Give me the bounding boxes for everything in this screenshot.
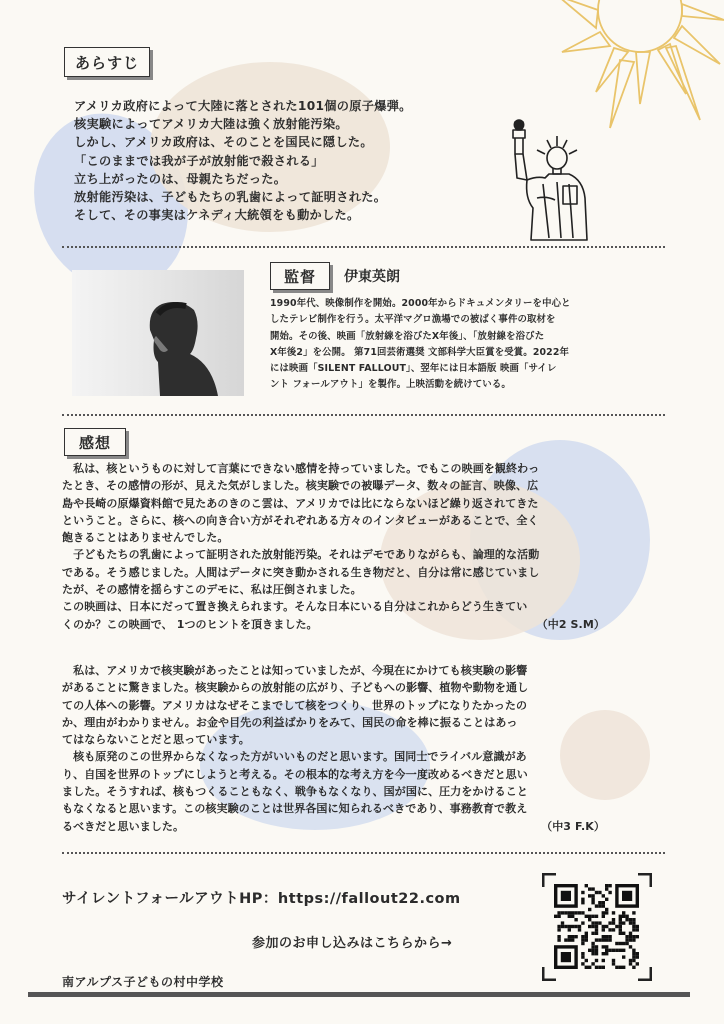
qr-module	[605, 908, 608, 911]
qr-module	[591, 898, 594, 901]
qr-module	[598, 891, 601, 894]
qr-module	[581, 935, 584, 938]
qr-module	[564, 925, 567, 928]
qr-module	[591, 921, 594, 924]
qr-module	[615, 966, 618, 969]
qr-module	[581, 891, 584, 894]
qr-module	[598, 966, 601, 969]
qr-module	[578, 925, 581, 928]
impression-line: この映画は、日本にだって置き換えられます。そんな日本にいる自分はこれからどう生きてい	[62, 600, 528, 614]
qr-module	[581, 901, 584, 904]
qr-module	[588, 915, 591, 918]
qr-module	[591, 945, 594, 948]
qr-module	[612, 959, 615, 962]
apply-link[interactable]: 参加のお申し込みはこちらから→	[252, 936, 453, 951]
qr-module	[588, 918, 591, 921]
qr-module	[585, 935, 588, 938]
impression-second	[62, 662, 665, 835]
qr-module	[636, 935, 639, 938]
qr-module	[598, 901, 601, 904]
qr-module	[574, 918, 577, 921]
qr-module	[625, 935, 628, 938]
qr-module	[608, 938, 611, 941]
qr-module	[629, 938, 632, 941]
qr-module	[619, 915, 622, 918]
impression-line: 核も原発のこの世界からなくなった方がいいものだと思います。国同士でライバル意識があ	[62, 750, 527, 764]
impressions-heading	[64, 428, 126, 456]
qr-module	[636, 955, 639, 958]
qr-module	[632, 918, 635, 921]
qr-module	[581, 952, 584, 955]
qr-module	[595, 904, 598, 907]
qr-module	[622, 915, 625, 918]
qr-module	[578, 911, 581, 914]
qr-module	[581, 942, 584, 945]
qr-module	[568, 938, 571, 941]
qr-module	[619, 949, 622, 952]
qr-module	[622, 966, 625, 969]
qr-module	[591, 887, 594, 890]
qr-module	[602, 904, 605, 907]
qr-module	[629, 935, 632, 938]
qr-module	[612, 918, 615, 921]
qr-module	[591, 952, 594, 955]
qr-module	[636, 925, 639, 928]
qr-module	[585, 884, 588, 887]
statue-of-liberty-icon	[503, 118, 595, 243]
qr-module	[632, 959, 635, 962]
divider	[62, 852, 665, 854]
qr-module	[585, 959, 588, 962]
qr-module	[574, 935, 577, 938]
impression-line: ました。そうすれば、核もつくることもなく、戦争もなくなり、国が国に、圧力をかけること	[62, 785, 528, 799]
qr-module	[568, 915, 571, 918]
qr-module	[602, 966, 605, 969]
qr-module	[595, 921, 598, 924]
qr-module	[619, 942, 622, 945]
qr-module	[585, 966, 588, 969]
qr-module	[591, 901, 594, 904]
qr-module	[629, 918, 632, 921]
qr-module	[595, 959, 598, 962]
sun-decoration-icon	[500, 0, 724, 135]
qr-module	[561, 952, 571, 962]
qr-module	[561, 891, 571, 901]
qr-module	[622, 942, 625, 945]
qr-module	[602, 915, 605, 918]
impression-line: 飽きることはありませんでした。	[62, 531, 229, 545]
qr-module	[598, 921, 601, 924]
director-heading	[270, 262, 330, 290]
bio-line: 開始。その後、映画「放射線を浴びたX年後」、「放射線を浴びた	[270, 330, 545, 342]
qr-module	[636, 952, 639, 955]
qr-module	[605, 911, 608, 914]
qr-module	[605, 935, 608, 938]
qr-module	[581, 938, 584, 941]
qr-module	[591, 925, 594, 928]
school-name: 南アルプス子どもの村中学校	[62, 975, 224, 989]
qr-module	[619, 932, 622, 935]
qr-module	[564, 938, 567, 941]
qr-module	[561, 925, 564, 928]
qr-module	[612, 962, 615, 965]
qr-module	[581, 911, 584, 914]
qr-module	[602, 901, 605, 904]
qr-module	[608, 884, 611, 887]
qr-module	[554, 915, 557, 918]
bio-line: ント フォールアウト」を製作。上映活動を続けている。	[270, 379, 511, 391]
qr-module	[591, 932, 594, 935]
qr-module	[619, 928, 622, 931]
homepage-link[interactable]: サイレントフォールアウトHP：https://fallout22.com	[62, 891, 461, 907]
qr-module	[632, 935, 635, 938]
qr-module	[622, 921, 625, 924]
qr-module	[622, 932, 625, 935]
synopsis-line: 核実験によってアメリカ大陸は強く放射能汚染。	[74, 117, 348, 132]
qr-module	[595, 966, 598, 969]
qr-module	[625, 915, 628, 918]
impression-line: 私は、核というものに対して言葉にできない感情を持っていました。でもこの映画を観終わっ	[62, 462, 540, 475]
qr-module	[595, 938, 598, 941]
qr-module	[591, 894, 594, 897]
qr-module	[588, 908, 591, 911]
qr-module	[629, 921, 632, 924]
qr-module	[561, 921, 564, 924]
qr-module	[605, 887, 608, 890]
qr-module	[622, 955, 625, 958]
impression-line: もなくなると思います。この核実験のことは世界各国に知られるべきであり、事務教育で教え	[62, 802, 528, 816]
qr-module	[598, 938, 601, 941]
synopsis-heading-label: あらすじ	[74, 53, 139, 72]
qr-module	[571, 915, 574, 918]
qr-module	[557, 938, 560, 941]
qr-module	[588, 925, 591, 928]
qr-module	[608, 921, 611, 924]
divider	[62, 246, 665, 248]
impression-line: 子どもたちの乳歯によって証明された放射能汚染。それはデモでありながらも、論理的な活動	[62, 548, 540, 562]
qr-module	[595, 915, 598, 918]
qr-module	[571, 925, 574, 928]
qr-module	[588, 887, 591, 890]
synopsis-line: アメリカ政府によって大陸に落とされた101個の原子爆弾。	[74, 99, 412, 113]
qr-module	[619, 925, 622, 928]
qr-module	[595, 945, 598, 948]
qr-module	[608, 928, 611, 931]
impression-line: てはならないことだと思っています。	[62, 733, 250, 747]
qr-module	[591, 942, 594, 945]
synopsis-line: そして、その事実はケネディ大統領をも動かした。	[74, 208, 360, 223]
qr-module	[557, 915, 560, 918]
signature: （中2 S.M）	[536, 617, 605, 631]
impressions-heading-label: 感想	[78, 433, 111, 452]
qr-module	[557, 925, 560, 928]
impression-line-text: るべきだと思いました。	[62, 819, 185, 833]
impression-line: 島や長崎の原爆資料館で見たあのきのこ雲は、アメリカでは比にならないほど繰り返されてきた	[62, 496, 539, 510]
qr-module	[595, 891, 598, 894]
impression-line: たとき、その感情の形が、見えた気がしました。核実験での被曝データ、数々の証言、映像、広	[62, 479, 539, 493]
qr-module	[632, 952, 635, 955]
qr-module	[605, 952, 608, 955]
impression-line: たが、その感情を揺らすこのデモに、私は圧倒されました。	[62, 583, 362, 597]
qr-module	[619, 966, 622, 969]
qr-module	[608, 935, 611, 938]
qr-module	[629, 962, 632, 965]
qr-module	[591, 962, 594, 965]
qr-module	[629, 932, 632, 935]
qr-module	[605, 925, 608, 928]
qr-module	[571, 938, 574, 941]
bio-line: X年後2」を公開。 第71回芸術選奨 文部科学大臣賞を受賞。2022年	[270, 346, 570, 358]
qr-module	[632, 921, 635, 924]
synopsis-line: しかし、アメリカ政府は、そのことを国民に隠した。	[74, 135, 373, 150]
impression-line	[62, 616, 665, 633]
qr-module	[574, 925, 577, 928]
qr-module	[602, 935, 605, 938]
qr-module	[612, 911, 615, 914]
qr-module	[629, 959, 632, 962]
qr-module	[581, 898, 584, 901]
impression-line: か、理由がわかりません。お金や目先の利益ばかりをみて、国民の命を棒に振ることはあっ	[62, 715, 518, 729]
qr-module	[595, 949, 598, 952]
qr-module	[568, 925, 571, 928]
qr-module	[557, 911, 560, 914]
divider	[62, 414, 665, 416]
synopsis-text	[74, 97, 412, 224]
qr-module	[557, 935, 560, 938]
qr-module	[636, 928, 639, 931]
qr-module	[605, 898, 608, 901]
qr-module	[591, 915, 594, 918]
qr-module	[581, 955, 584, 958]
qr-code[interactable]	[542, 873, 652, 981]
qr-module	[581, 921, 584, 924]
qr-module	[612, 949, 615, 952]
impression-line-text: くのか？この映画で、 1つのヒントを頂きました。	[62, 617, 318, 631]
director-photo	[72, 270, 244, 396]
qr-module	[595, 932, 598, 935]
qr-module	[602, 959, 605, 962]
qr-module	[625, 918, 628, 921]
qr-module	[612, 921, 615, 924]
qr-module	[615, 925, 618, 928]
qr-module	[557, 928, 560, 931]
qr-module	[598, 904, 601, 907]
qr-module	[632, 966, 635, 969]
qr-module	[568, 928, 571, 931]
impression-line	[62, 818, 665, 835]
qr-module	[574, 911, 577, 914]
director-silhouette	[72, 270, 244, 396]
qr-module	[564, 911, 567, 914]
bio-line: 1990年代、映像制作を開始。2000年からドキュメンタリーを中心と	[270, 298, 571, 309]
qr-module	[585, 915, 588, 918]
qr-module	[622, 891, 632, 901]
qr-module	[602, 938, 605, 941]
qr-module	[595, 952, 598, 955]
qr-module	[602, 894, 605, 897]
qr-code-icon	[542, 873, 652, 981]
qr-module	[581, 962, 584, 965]
qr-module	[608, 949, 611, 952]
impression-first	[62, 460, 665, 633]
qr-module	[629, 945, 632, 948]
qr-module	[585, 932, 588, 935]
qr-module	[636, 962, 639, 965]
synopsis-line: 「このままでは我が子が放射能で殺される」	[74, 153, 324, 168]
qr-module	[612, 928, 615, 931]
qr-module	[625, 938, 628, 941]
qr-module	[615, 949, 618, 952]
qr-module	[585, 938, 588, 941]
qr-module	[588, 894, 591, 897]
qr-module	[632, 911, 635, 914]
qr-module	[619, 918, 622, 921]
qr-module	[605, 949, 608, 952]
qr-module	[588, 966, 591, 969]
bottom-bar	[28, 992, 690, 997]
director-name: 伊東英朗	[344, 269, 400, 285]
synopsis-line: 立ち上がったのは、母親たちだった。	[74, 171, 287, 186]
bio-line: したテレビ制作を行う。太平洋マグロ漁場での被ばく事件の取材を	[270, 314, 556, 326]
qr-module	[622, 949, 625, 952]
synopsis-heading	[64, 47, 150, 77]
director-heading-label: 監督	[283, 267, 316, 286]
qr-module	[632, 928, 635, 931]
qr-module	[605, 938, 608, 941]
qr-module	[632, 938, 635, 941]
impression-line: ての人体への影響。アメリカはなぜそこまでして核をつくり、世界のトップになりたかったの	[62, 698, 528, 712]
qr-module	[619, 921, 622, 924]
qr-module	[632, 955, 635, 958]
qr-module	[632, 949, 635, 952]
qr-module	[561, 911, 564, 914]
qr-module	[602, 928, 605, 931]
qr-module	[622, 911, 625, 914]
qr-module	[568, 935, 571, 938]
qr-module	[595, 928, 598, 931]
qr-module	[605, 945, 608, 948]
qr-module	[595, 925, 598, 928]
qr-module	[625, 942, 628, 945]
qr-module	[615, 942, 618, 945]
qr-module	[605, 884, 608, 887]
director-bio	[270, 296, 666, 394]
qr-module	[578, 928, 581, 931]
qr-module	[602, 952, 605, 955]
qr-module	[588, 949, 591, 952]
qr-module	[608, 891, 611, 894]
impression-line: である。そう感じました。人間はデータに突き動かされる生き物だと、自分は常に感じていまし	[62, 565, 540, 579]
synopsis-line: 放射能汚染は、子どもたちの乳歯によって証明された。	[74, 190, 387, 205]
impression-line: ということ。さらに、核への向き合い方がそれぞれある方々のインタビューがあることで、全く	[62, 513, 539, 527]
impression-line: り、自国を世界のトップにしようと考える。その根本的な考え方を今一度改めるべきだと思い	[62, 767, 528, 781]
qr-module	[591, 949, 594, 952]
impression-line: 私は、アメリカで核実験があったことは知っていましたが、今現在にかけても核実験の影響	[62, 664, 528, 677]
qr-module	[602, 945, 605, 948]
qr-module	[571, 935, 574, 938]
qr-module	[602, 925, 605, 928]
qr-module	[602, 911, 605, 914]
bio-line: には映画「SILENT FALLOUT」、翌年には日本語版 映画「サイレ	[270, 363, 557, 375]
impression-line: があることに驚きました。核実験からの放射能の広がり、子どもへの影響、植物や動物を通し	[62, 681, 529, 695]
qr-module	[632, 925, 635, 928]
qr-module	[568, 911, 571, 914]
signature: （中3 F.K）	[541, 819, 605, 833]
qr-module	[571, 911, 574, 914]
